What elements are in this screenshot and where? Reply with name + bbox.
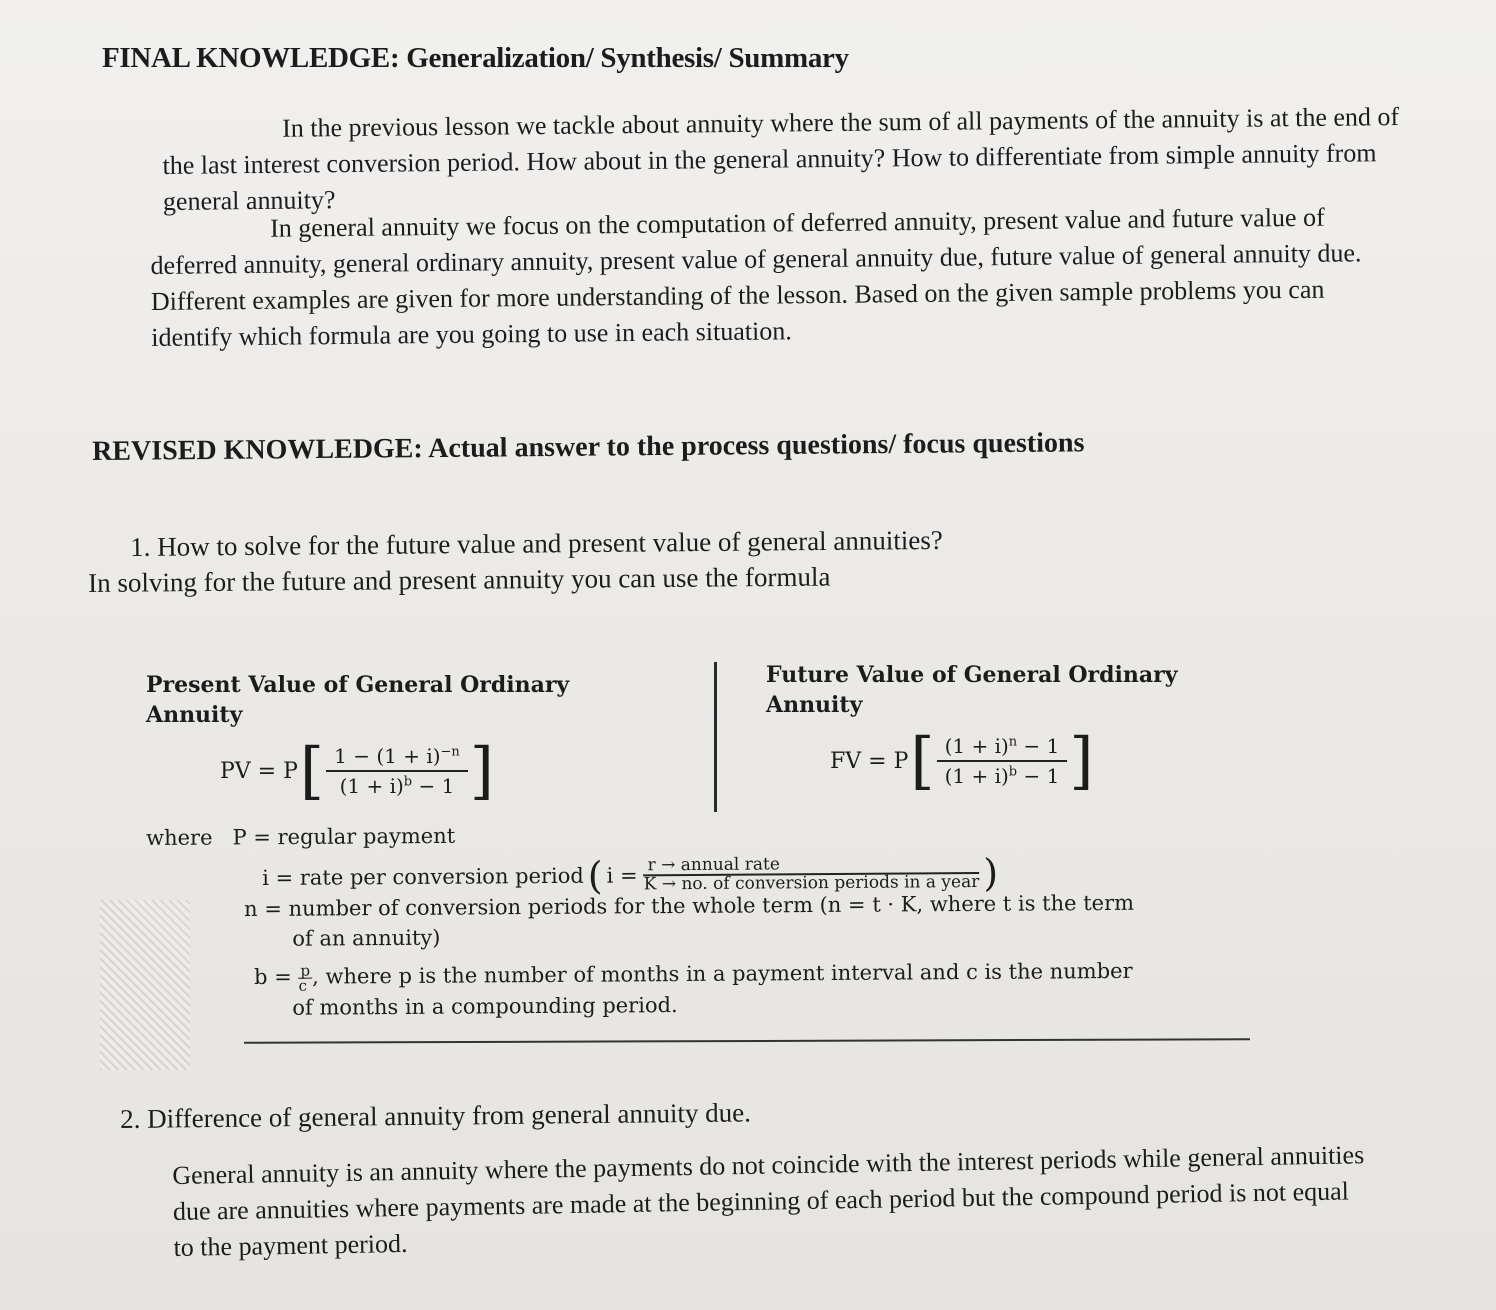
r-description: → annual rate bbox=[661, 854, 780, 876]
definition-p bbox=[146, 824, 455, 850]
question-2: 2. Difference of general annuity from general annuity due. bbox=[120, 1097, 752, 1134]
fv-den-base: (1 + i) bbox=[944, 764, 1009, 788]
fv-lhs: FV = P bbox=[830, 748, 909, 774]
answer-2: General annuity is an annuity where the payments do not coincide with the interest periods while general annuities due are annuities where payments are made at the beginning of each period but the compound period is not equal to the payment period. bbox=[172, 1140, 1365, 1262]
where-label: where bbox=[146, 825, 213, 850]
future-value-title: Future Value of General Ordinary Annuity bbox=[766, 662, 1178, 718]
k-symbol: K bbox=[643, 874, 657, 895]
b-lhs: b = bbox=[254, 964, 292, 989]
final-knowledge-paragraph-2 bbox=[150, 199, 1371, 356]
fv-num-base: (1 + i) bbox=[944, 734, 1009, 758]
i-definition: i = rate per conversion period bbox=[262, 863, 584, 890]
pv-denominator bbox=[332, 772, 463, 798]
pv-den-tail: − 1 bbox=[412, 774, 455, 798]
question-1: 1. How to solve for the future value and present value of general annuities? bbox=[130, 524, 943, 562]
i-fraction bbox=[644, 855, 980, 893]
future-value-formula bbox=[830, 724, 1096, 797]
horizontal-rule bbox=[244, 1038, 1250, 1044]
k-description: → no. of conversion periods in a year bbox=[661, 871, 980, 895]
r-symbol: r bbox=[647, 855, 656, 876]
pv-num-base: 1 − (1 + i) bbox=[334, 744, 441, 768]
fv-den-exp: b bbox=[1008, 764, 1018, 780]
revised-knowledge-heading: REVISED KNOWLEDGE: Actual answer to the process questions/ focus questions bbox=[92, 427, 1085, 467]
final-knowledge-heading: FINAL KNOWLEDGE: Generalization/ Synthesis/ Summary bbox=[102, 42, 849, 74]
formula-divider bbox=[714, 662, 717, 812]
right-bracket: ] bbox=[469, 734, 494, 807]
fv-num-tail: − 1 bbox=[1017, 734, 1060, 758]
answer-1-intro: In solving for the future and present annuity you can use the formula bbox=[88, 561, 831, 598]
definition-b bbox=[254, 955, 1254, 1023]
pv-lhs: PV = P bbox=[220, 758, 298, 784]
b-num: p bbox=[300, 961, 311, 980]
fv-num-exp: n bbox=[1008, 734, 1018, 750]
i-formula-lhs: i = bbox=[606, 863, 638, 888]
open-paren: ( bbox=[587, 853, 603, 898]
pv-den-base: (1 + i) bbox=[339, 774, 404, 798]
left-bracket: [ bbox=[910, 724, 935, 797]
b-definition-cont: of months in a compounding period. bbox=[292, 993, 678, 1020]
close-paren: ) bbox=[983, 850, 999, 895]
b-fraction bbox=[298, 961, 312, 995]
indent bbox=[150, 237, 270, 238]
b-definition: , where p is the number of months in a payment interval and c is the number bbox=[312, 958, 1133, 989]
p-definition: P = regular payment bbox=[232, 823, 456, 850]
formula-section bbox=[140, 650, 1260, 830]
pv-fraction bbox=[326, 744, 468, 798]
paragraph-text: In general annuity we focus on the computation of deferred annuity, present value and future value of deferred annuity, general ordinary annuity, present value of general annuity due, future value of general annuity due. Different examples are given for more understanding of the lesson. Based on the given sample problems you can identify which formula are you going to use in each situation. bbox=[150, 202, 1362, 352]
b-den: c bbox=[298, 976, 308, 995]
present-value-title: Present Value of General Ordinary Annuity bbox=[146, 672, 570, 728]
n-definition-cont: of an annuity) bbox=[292, 925, 441, 951]
pv-num-exp: −n bbox=[440, 744, 460, 760]
n-definition: n = number of conversion periods for the whole term (n = t · K, where t is the term bbox=[244, 890, 1135, 921]
indent bbox=[162, 137, 282, 138]
scan-noise bbox=[100, 900, 190, 1070]
pv-den-exp: b bbox=[403, 774, 413, 790]
left-bracket: [ bbox=[299, 734, 325, 807]
pv-numerator bbox=[326, 744, 468, 772]
present-value-formula bbox=[220, 734, 496, 807]
fv-numerator bbox=[937, 734, 1068, 762]
definition-n bbox=[244, 887, 1244, 954]
fv-fraction bbox=[937, 734, 1068, 788]
paragraph-text: In the previous lesson we tackle about annuity where the sum of all payments of the annuity is at the end of the last interest conversion period. How about in the general annuity? How to differentiate from simple annuity from general annuity? bbox=[162, 102, 1400, 216]
right-bracket: ] bbox=[1069, 724, 1094, 797]
fv-den-tail: − 1 bbox=[1017, 764, 1060, 788]
fv-denominator bbox=[937, 762, 1068, 788]
